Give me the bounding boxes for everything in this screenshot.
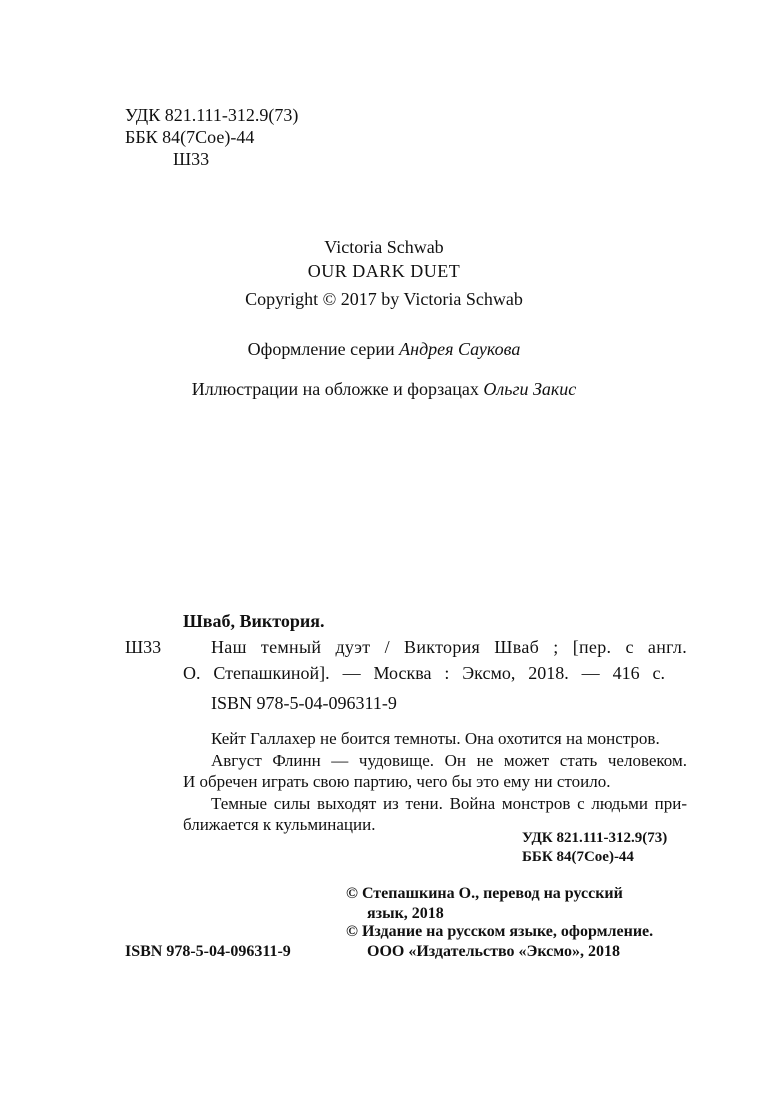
catalog-sign: Ш33 xyxy=(125,637,162,657)
original-copyright: Copyright © 2017 by Victoria Schwab xyxy=(245,289,523,309)
series-design-credit xyxy=(0,338,768,360)
annotation-line-1: Кейт Галлахер не боится темноты. Она охотится на монстров. xyxy=(211,729,660,748)
footer-isbn: ISBN 978-5-04-096311-9 xyxy=(125,943,291,960)
annotation-line-5: ближается к кульминации. xyxy=(183,815,376,834)
annotation-line-3: И обречен играть свою партию, чего бы это ему ни стоило. xyxy=(183,772,611,791)
annotation-line-2: Август Флинн — чудовище. Он не может стать человеком. xyxy=(211,751,687,770)
illustrations-label: Иллюстрации на обложке и форзацах xyxy=(191,379,484,399)
series-design-label: Оформление серии xyxy=(247,339,400,359)
catalog-heading: Шваб, Виктория. xyxy=(183,611,325,631)
catalog-line-1: Наш темный дуэт / Виктория Шваб ; [пер. с англ. xyxy=(211,637,687,657)
author-sign-header: Ш33 xyxy=(173,149,210,169)
original-title: OUR DARK DUET xyxy=(307,261,461,281)
edition-copyright-line-1: © Издание на русском языке, оформление. xyxy=(346,923,654,940)
annotation-line-4: Темные силы выходят из тени. Война монстров с людьми при- xyxy=(211,794,687,813)
illustrations-name: Ольги Закис xyxy=(483,379,577,399)
translation-copyright-line-2: язык, 2018 xyxy=(367,905,444,922)
catalog-isbn: ISBN 978-5-04-096311-9 xyxy=(211,693,397,713)
udk-header: УДК 821.111-312.9(73) xyxy=(125,105,299,125)
series-design-name: Андрея Саукова xyxy=(399,339,521,359)
bbk-header: ББК 84(7Сое)-44 xyxy=(125,127,255,147)
edition-copyright-line-2: ООО «Издательство «Эксмо», 2018 xyxy=(367,943,620,960)
annotation-udk: УДК 821.111-312.9(73) xyxy=(522,830,668,846)
catalog-line-2: О. Степашкиной]. — Москва : Эксмо, 2018. — 416 с. xyxy=(183,663,665,683)
annotation-bbk: ББК 84(7Сое)-44 xyxy=(522,849,634,865)
illustrations-credit xyxy=(0,378,768,400)
original-author: Victoria Schwab xyxy=(324,237,444,257)
translation-copyright-line-1: © Степашкина О., перевод на русский xyxy=(346,885,623,902)
